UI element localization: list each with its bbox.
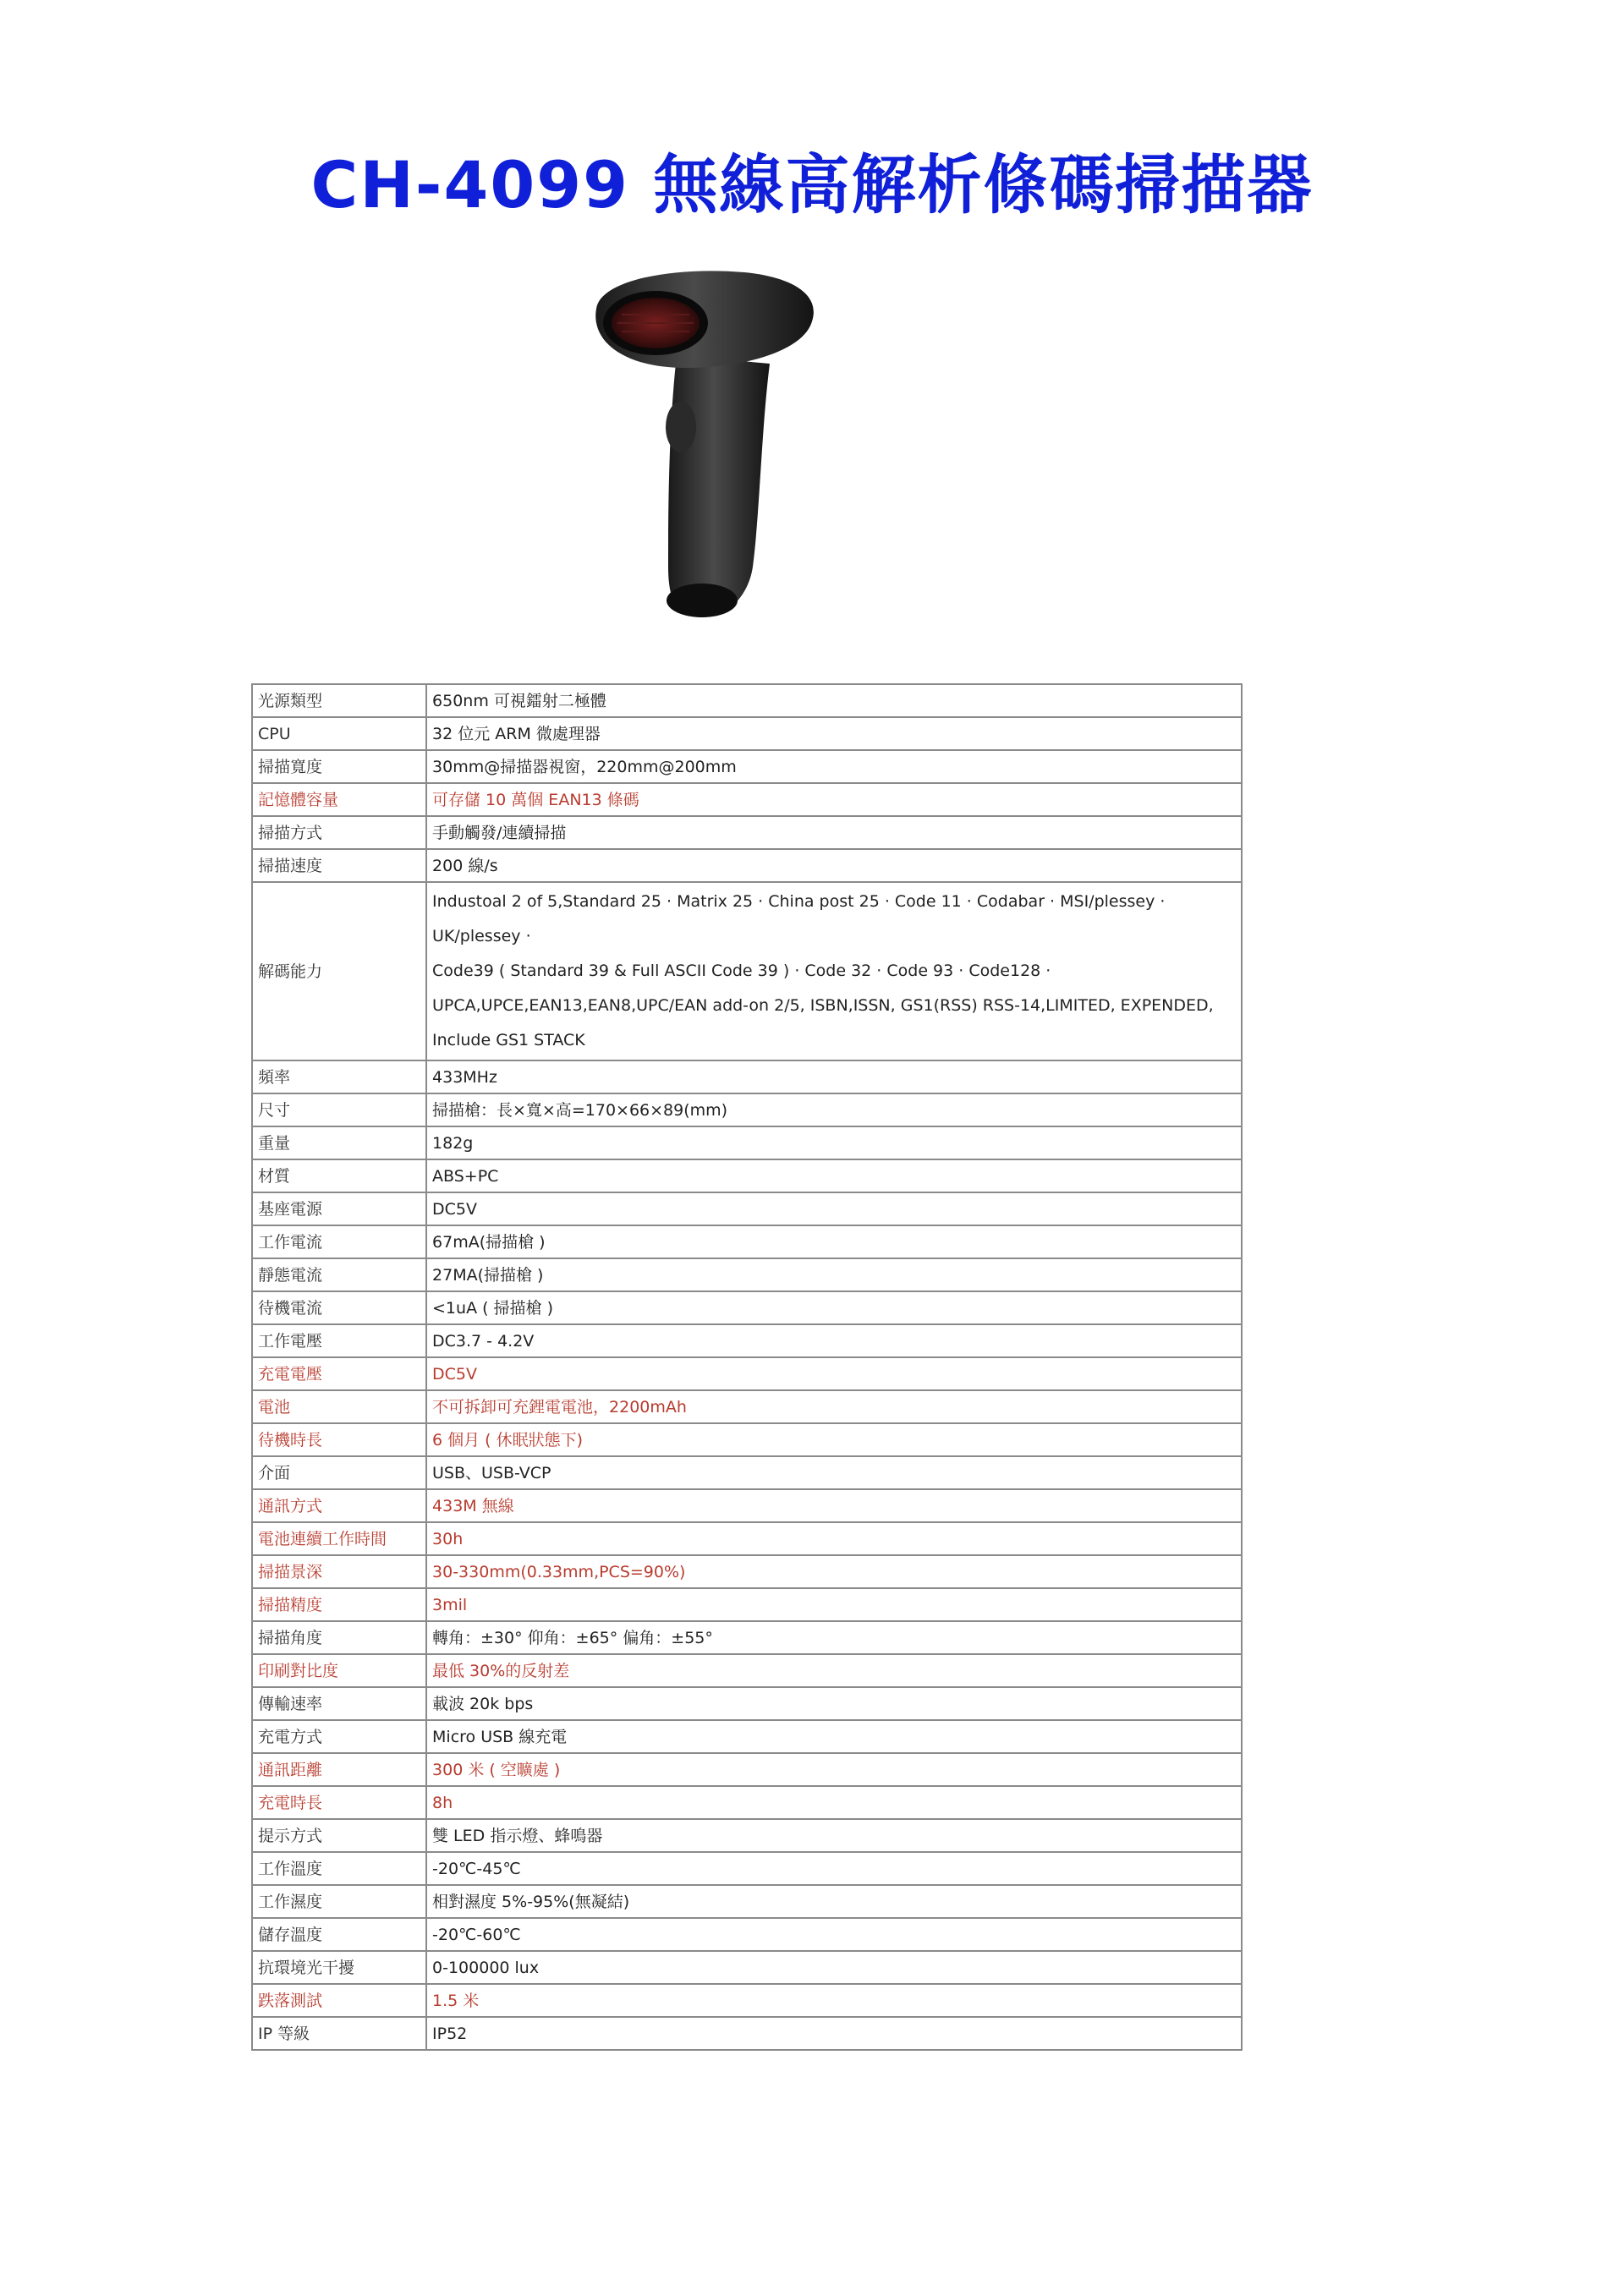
spec-table: [251, 683, 1243, 2051]
spec-value: -20℃-60℃: [426, 1918, 1242, 1951]
spec-label: 介面: [252, 1456, 426, 1489]
page-title: CH-4099 無線高解析條碼掃描器: [310, 147, 1314, 222]
spec-label: 跌落測試: [252, 1984, 426, 2017]
table-row: [252, 1654, 1242, 1687]
spec-label: 儲存溫度: [252, 1918, 426, 1951]
spec-label: 充電方式: [252, 1720, 426, 1753]
spec-value: DC5V: [426, 1192, 1242, 1225]
spec-label: 基座電源: [252, 1192, 426, 1225]
spec-value: 不可拆卸可充鋰電電池，2200mAh: [426, 1390, 1242, 1423]
table-row: [252, 1093, 1242, 1126]
table-row: [252, 1390, 1242, 1423]
table-row: [252, 816, 1242, 849]
table-row: [252, 1291, 1242, 1324]
table-row: [252, 1819, 1242, 1852]
spec-value: 32 位元 ARM 微處理器: [426, 717, 1242, 750]
table-row: [252, 717, 1242, 750]
spec-value: <1uA ( 掃描槍 ): [426, 1291, 1242, 1324]
spec-label: 待機電流: [252, 1291, 426, 1324]
spec-value: 轉角：±30° 仰角：±65° 偏角：±55°: [426, 1621, 1242, 1654]
spec-value: 載波 20k bps: [426, 1687, 1242, 1720]
spec-label: 掃描方式: [252, 816, 426, 849]
spec-label: 通訊方式: [252, 1489, 426, 1522]
spec-value: 433M 無線: [426, 1489, 1242, 1522]
spec-label: 抗環境光干擾: [252, 1951, 426, 1984]
table-row: [252, 1192, 1242, 1225]
spec-label: 電池連續工作時間: [252, 1522, 426, 1555]
table-row: [252, 1918, 1242, 1951]
spec-label: IP 等級: [252, 2017, 426, 2050]
spec-value: 67mA(掃描槍 ): [426, 1225, 1242, 1258]
spec-value: 雙 LED 指示燈、蜂鳴器: [426, 1819, 1242, 1852]
spec-label: 記憶體容量: [252, 783, 426, 816]
table-row: [252, 684, 1242, 717]
spec-label: 提示方式: [252, 1819, 426, 1852]
spec-value: [426, 882, 1242, 1060]
spec-value: 最低 30%的反射差: [426, 1654, 1242, 1687]
spec-value: 掃描槍：長×寬×高=170×66×89(mm): [426, 1093, 1242, 1126]
spec-value: -20℃-45℃: [426, 1852, 1242, 1885]
table-row: [252, 1522, 1242, 1555]
spec-value: 30h: [426, 1522, 1242, 1555]
table-row: [252, 1126, 1242, 1159]
spec-value: 300 米 ( 空曠處 ): [426, 1753, 1242, 1786]
table-row: [252, 1258, 1242, 1291]
spec-label: 工作溫度: [252, 1852, 426, 1885]
table-row: [252, 1984, 1242, 2017]
spec-value: 433MHz: [426, 1060, 1242, 1093]
table-row: [252, 882, 1242, 1060]
spec-value: 0-100000 lux: [426, 1951, 1242, 1984]
table-row: [252, 1324, 1242, 1357]
spec-label: 充電電壓: [252, 1357, 426, 1390]
spec-value: 650nm 可視鐳射二極體: [426, 684, 1242, 717]
spec-value: 200 線/s: [426, 849, 1242, 882]
spec-value: 3mil: [426, 1588, 1242, 1621]
spec-value-line: Include GS1 STACK: [432, 1031, 585, 1049]
spec-value: 8h: [426, 1786, 1242, 1819]
spec-value-line: Code39 ( Standard 39 & Full ASCII Code 39 ) · Code 32 · Code 93 · Code128 ·: [432, 962, 1051, 980]
spec-label: 印刷對比度: [252, 1654, 426, 1687]
spec-value: DC5V: [426, 1357, 1242, 1390]
table-row: [252, 1951, 1242, 1984]
spec-label: 電池: [252, 1390, 426, 1423]
spec-value: 30mm@掃描器視窗，220mm@200mm: [426, 750, 1242, 783]
spec-label: 掃描寬度: [252, 750, 426, 783]
spec-label: 傳輸速率: [252, 1687, 426, 1720]
spec-label: 光源類型: [252, 684, 426, 717]
table-row: [252, 1489, 1242, 1522]
table-row: [252, 1225, 1242, 1258]
spec-label: 待機時長: [252, 1423, 426, 1456]
spec-value-line: Industoal 2 of 5,Standard 25 · Matrix 25 · China post 25 · Code 11 · Codabar · MSI/plessey · UK/plessey ·: [432, 892, 1166, 945]
spec-value: 30-330mm(0.33mm,PCS=90%): [426, 1555, 1242, 1588]
spec-label: 尺寸: [252, 1093, 426, 1126]
spec-value: 27MA(掃描槍 ): [426, 1258, 1242, 1291]
spec-value: 6 個月 ( 休眠狀態下): [426, 1423, 1242, 1456]
spec-label: 重量: [252, 1126, 426, 1159]
spec-value: 相對濕度 5%-95%(無凝結): [426, 1885, 1242, 1918]
spec-label: 掃描速度: [252, 849, 426, 882]
spec-value: Micro USB 線充電: [426, 1720, 1242, 1753]
spec-value: IP52: [426, 2017, 1242, 2050]
spec-label: CPU: [252, 717, 426, 750]
spec-value: 182g: [426, 1126, 1242, 1159]
table-row: [252, 1786, 1242, 1819]
spec-label: 頻率: [252, 1060, 426, 1093]
spec-label: 工作濕度: [252, 1885, 426, 1918]
spec-label: 材質: [252, 1159, 426, 1192]
spec-value-line: UPCA,UPCE,EAN13,EAN8,UPC/EAN add-on 2/5, ISBN,ISSN, GS1(RSS) RSS-14,LIMITED, EXPENDED,: [432, 996, 1214, 1015]
table-row: [252, 1885, 1242, 1918]
table-row: [252, 1720, 1242, 1753]
spec-label: 工作電壓: [252, 1324, 426, 1357]
table-row: [252, 1753, 1242, 1786]
spec-value: 1.5 米: [426, 1984, 1242, 2017]
table-row: [252, 1588, 1242, 1621]
spec-label: 解碼能力: [252, 882, 426, 1060]
table-row: [252, 1357, 1242, 1390]
spec-label: 充電時長: [252, 1786, 426, 1819]
spec-label: 掃描景深: [252, 1555, 426, 1588]
spec-label: 靜態電流: [252, 1258, 426, 1291]
spec-value: 手動觸發/連續掃描: [426, 816, 1242, 849]
barcode-scanner-icon: [575, 262, 829, 651]
table-row: [252, 1423, 1242, 1456]
table-row: [252, 2017, 1242, 2050]
table-row: [252, 849, 1242, 882]
spec-value: USB、USB-VCP: [426, 1456, 1242, 1489]
table-row: [252, 783, 1242, 816]
table-row: [252, 1555, 1242, 1588]
spec-label: 掃描精度: [252, 1588, 426, 1621]
spec-value: ABS+PC: [426, 1159, 1242, 1192]
table-row: [252, 1852, 1242, 1885]
table-row: [252, 1060, 1242, 1093]
spec-value: 可存儲 10 萬個 EAN13 條碼: [426, 783, 1242, 816]
table-row: [252, 1687, 1242, 1720]
spec-value: DC3.7 - 4.2V: [426, 1324, 1242, 1357]
table-row: [252, 1621, 1242, 1654]
spec-label: 工作電流: [252, 1225, 426, 1258]
spec-label: 掃描角度: [252, 1621, 426, 1654]
table-row: [252, 1159, 1242, 1192]
spec-label: 通訊距離: [252, 1753, 426, 1786]
table-row: [252, 1456, 1242, 1489]
table-row: [252, 750, 1242, 783]
